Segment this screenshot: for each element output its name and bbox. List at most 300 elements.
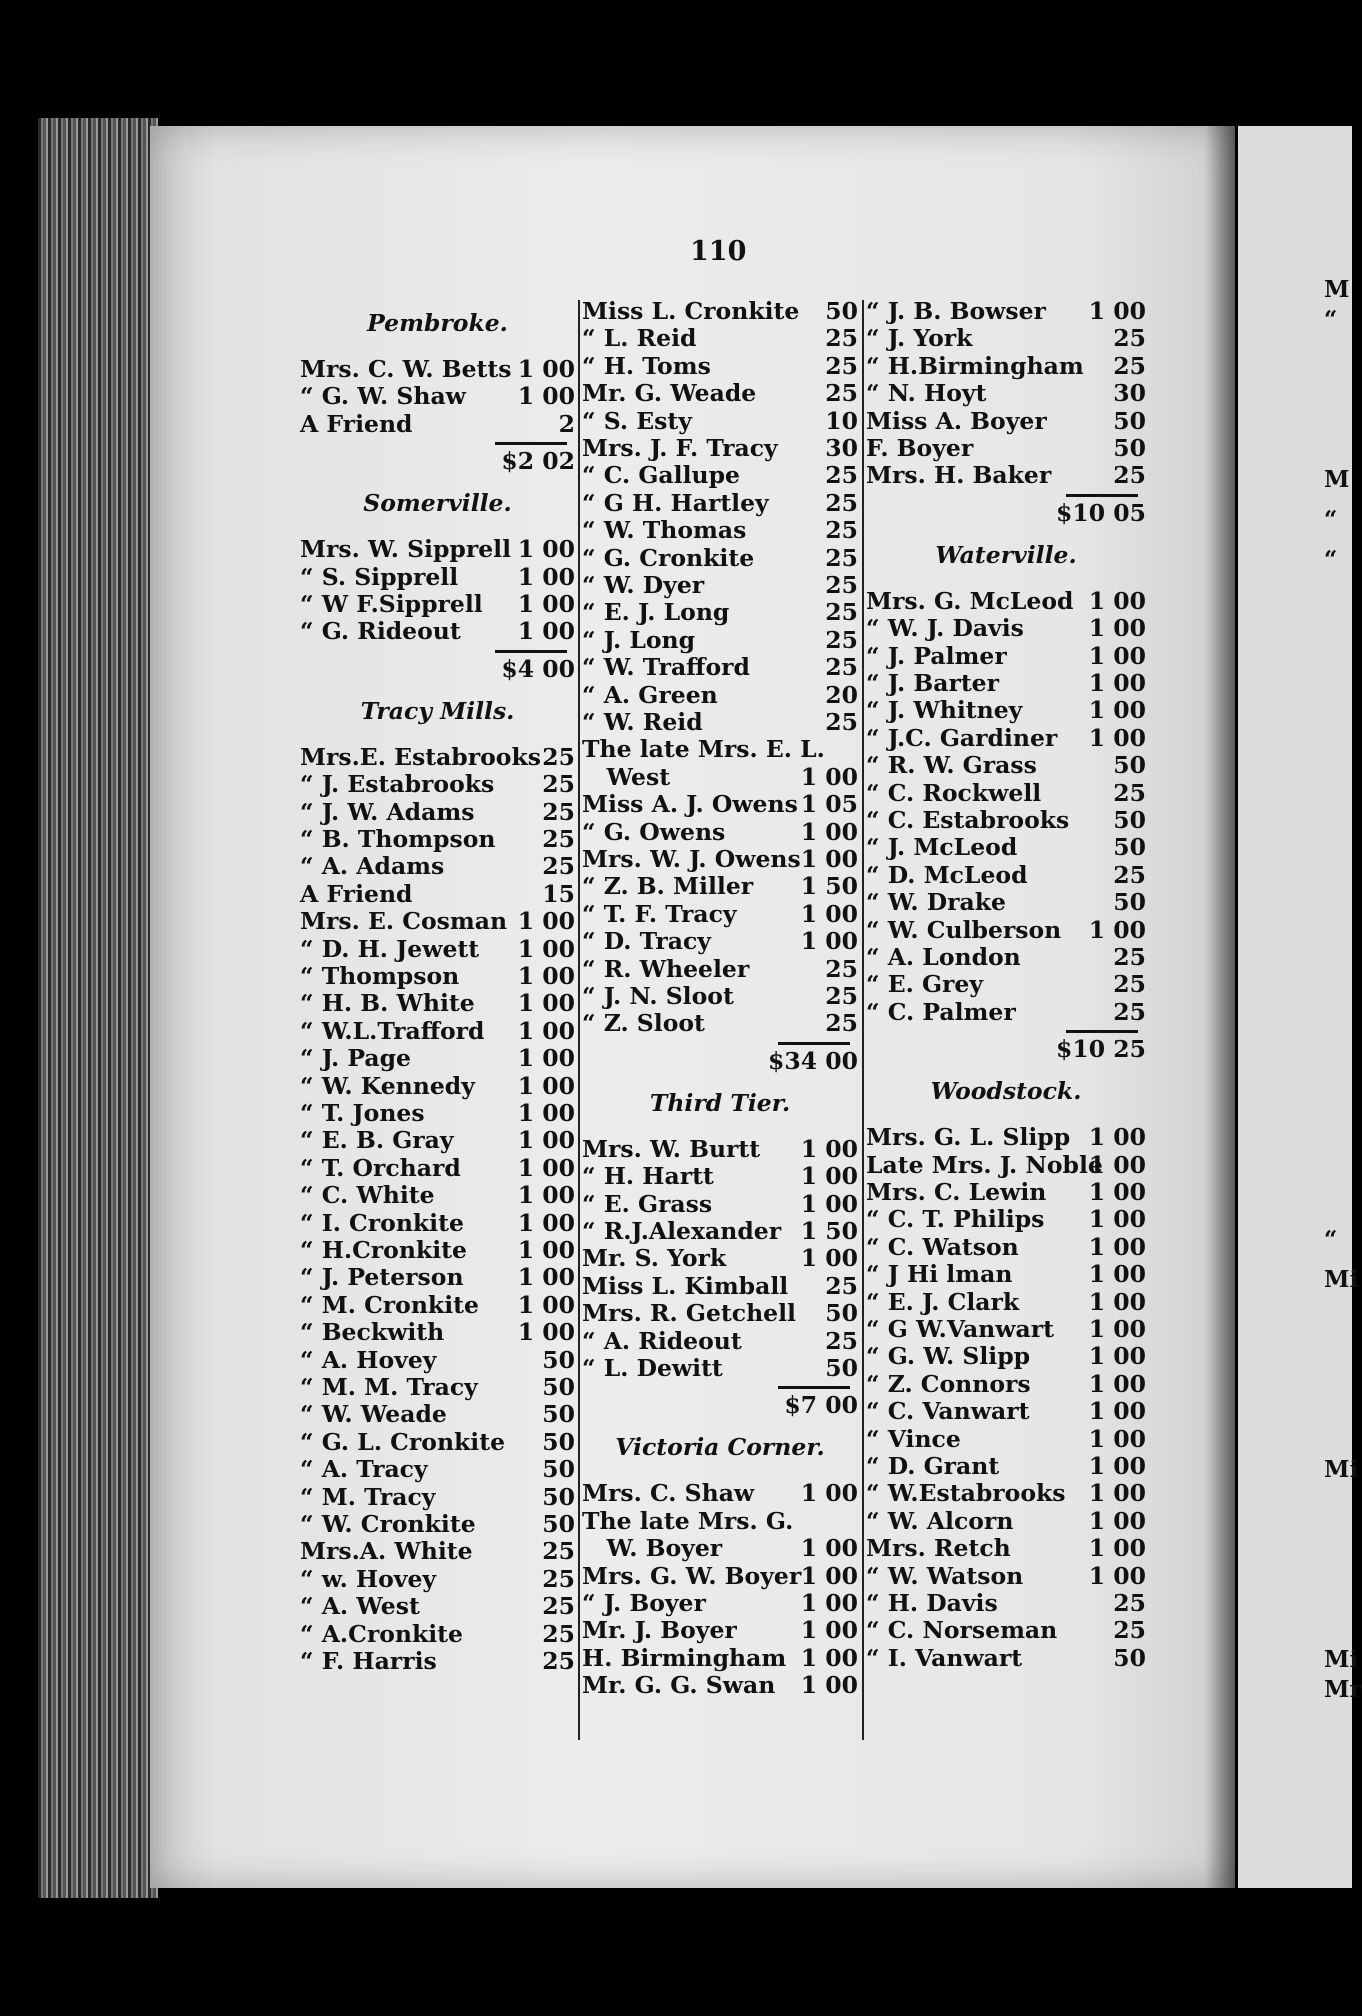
donor-entry bbox=[582, 983, 858, 1010]
donation-amount: 25 bbox=[1113, 351, 1146, 380]
donor-entry bbox=[582, 682, 858, 709]
donor-name: “ D. Tracy bbox=[582, 927, 711, 956]
donation-amount: 25 bbox=[825, 625, 858, 654]
donor-name: “ C. Palmer bbox=[866, 997, 1016, 1026]
donation-amount: 1 00 bbox=[800, 927, 858, 956]
donation-amount: 25 bbox=[825, 1009, 858, 1038]
donor-name: “ J. York bbox=[866, 324, 973, 353]
donor-entry bbox=[582, 1535, 858, 1562]
donor-name: “ L. Reid bbox=[582, 324, 697, 353]
donor-entry bbox=[582, 1355, 858, 1382]
donation-amount: 50 bbox=[825, 1354, 858, 1382]
donor-name: “ C. Estabrooks bbox=[866, 806, 1070, 834]
donor-name: “ J. Long bbox=[582, 625, 696, 654]
donor-name: “ G. W. Shaw bbox=[300, 382, 466, 411]
donor-entry bbox=[582, 1245, 858, 1272]
donation-amount: 25 bbox=[825, 982, 858, 1010]
donation-amount: 25 bbox=[1113, 778, 1146, 807]
donation-amount: 1 00 bbox=[517, 355, 575, 383]
donation-amount: 1 00 bbox=[800, 1162, 858, 1191]
donor-entry bbox=[582, 873, 858, 900]
donation-amount: 1 00 bbox=[517, 1099, 575, 1127]
donor-entry bbox=[866, 697, 1146, 724]
donor-name: Mrs. W. Sipprell bbox=[300, 535, 512, 564]
donor-name: “ D. McLeod bbox=[866, 860, 1028, 889]
donor-name: “ A. London bbox=[866, 943, 1021, 971]
facing-page-text: M bbox=[1324, 276, 1350, 303]
donor-name: “ M. Cronkite bbox=[300, 1290, 479, 1319]
donation-amount: 1 00 bbox=[517, 1153, 575, 1182]
donor-entry bbox=[582, 1191, 858, 1218]
donor-name: A Friend bbox=[300, 879, 413, 908]
donor-entry bbox=[866, 408, 1146, 435]
donor-entry bbox=[866, 1234, 1146, 1261]
donor-entry bbox=[300, 826, 575, 853]
donor-entry bbox=[582, 901, 858, 928]
donor-entry bbox=[866, 435, 1146, 462]
section-total: $10 25 bbox=[1056, 1035, 1146, 1064]
donor-name: “ J. McLeod bbox=[866, 833, 1018, 862]
donor-entry bbox=[582, 490, 858, 517]
donor-entry bbox=[866, 1426, 1146, 1453]
donor-name: Miss A. J. Owens bbox=[582, 790, 798, 819]
donor-entry bbox=[300, 936, 575, 963]
donor-name: Mrs. G. W. Boyer bbox=[582, 1561, 802, 1590]
column-divider bbox=[578, 300, 580, 1740]
donor-name: Mrs. G. McLeod bbox=[866, 586, 1074, 615]
donor-entry bbox=[866, 1179, 1146, 1206]
donor-entry bbox=[866, 1590, 1146, 1617]
donor-entry bbox=[582, 1563, 858, 1590]
donation-amount: 1 00 bbox=[1088, 1342, 1146, 1371]
donor-name: “ A. Tracy bbox=[300, 1455, 428, 1484]
donation-amount: 1 00 bbox=[800, 1479, 858, 1508]
sum-rule bbox=[495, 650, 567, 653]
donor-name: “ E. J. Clark bbox=[866, 1287, 1020, 1316]
donation-amount: 1 00 bbox=[1088, 1506, 1146, 1535]
donation-amount: 2 bbox=[558, 409, 575, 438]
donation-amount: 25 bbox=[542, 797, 575, 826]
donation-amount: 1 00 bbox=[517, 934, 575, 963]
donor-name: “ C. White bbox=[300, 1181, 435, 1210]
donation-amount: 1 00 bbox=[1088, 915, 1146, 944]
donor-name: Miss L. Kimball bbox=[582, 1271, 789, 1300]
donation-amount: 1 50 bbox=[800, 1217, 858, 1245]
donor-name: “ E. J. Long bbox=[582, 598, 730, 627]
donation-amount: 1 00 bbox=[800, 1561, 858, 1590]
section-heading: Pembroke. bbox=[367, 309, 508, 337]
donor-name: “ W. Dyer bbox=[582, 571, 705, 599]
donor-entry bbox=[866, 1206, 1146, 1233]
donor-entry bbox=[866, 1535, 1146, 1562]
donor-entry bbox=[866, 752, 1146, 779]
donation-amount: 25 bbox=[542, 1647, 575, 1675]
donor-name: “ J Hi lman bbox=[866, 1260, 1013, 1289]
donor-name: “ W. Reid bbox=[582, 708, 703, 736]
donor-name: “ Z. Connors bbox=[866, 1369, 1031, 1398]
donation-amount: 1 00 bbox=[517, 962, 575, 990]
donation-amount: 1 00 bbox=[517, 617, 575, 646]
donor-name: “ G. L. Cronkite bbox=[300, 1427, 506, 1456]
donation-amount: 25 bbox=[1113, 1589, 1146, 1617]
donor-entry bbox=[300, 1484, 575, 1511]
donor-name: Mrs. R. Getchell bbox=[582, 1299, 796, 1328]
donor-name: “ W. Weade bbox=[300, 1400, 447, 1429]
facing-page-text: “ bbox=[1324, 306, 1338, 333]
donation-amount: 1 00 bbox=[1088, 1561, 1146, 1590]
donor-entry bbox=[300, 1155, 575, 1182]
donor-entry bbox=[300, 618, 575, 645]
donor-entry bbox=[582, 325, 858, 352]
donor-name: Mrs. C. W. Betts bbox=[300, 355, 512, 383]
donation-amount: 1 00 bbox=[800, 1616, 858, 1645]
donation-amount: 1 50 bbox=[800, 872, 858, 901]
donation-amount: 50 bbox=[542, 1400, 575, 1429]
donor-entry bbox=[582, 1273, 858, 1300]
donor-name: “ T. Orchard bbox=[300, 1153, 461, 1182]
donation-amount: 25 bbox=[542, 1564, 575, 1593]
donor-entry bbox=[582, 298, 858, 325]
donation-amount: 25 bbox=[542, 1619, 575, 1648]
donor-name: Mrs. W. J. Owens bbox=[582, 845, 801, 873]
donor-name: “ H.Birmingham bbox=[866, 351, 1084, 380]
donor-entry bbox=[866, 1480, 1146, 1507]
donor-entry bbox=[300, 1127, 575, 1154]
donor-entry bbox=[582, 819, 858, 846]
donation-amount: 1 00 bbox=[800, 1244, 858, 1273]
donor-name: “ W F.Sipprell bbox=[300, 590, 483, 618]
donor-entry bbox=[300, 1045, 575, 1072]
donor-name: “ J.C. Gardiner bbox=[866, 723, 1058, 752]
donor-entry bbox=[866, 1508, 1146, 1535]
donor-name: “ W. Kennedy bbox=[300, 1071, 475, 1100]
donation-amount: 25 bbox=[1113, 970, 1146, 999]
donor-entry bbox=[866, 807, 1146, 834]
donation-amount: 1 00 bbox=[800, 1534, 858, 1563]
donor-name: “ W. Cronkite bbox=[300, 1510, 476, 1538]
donation-amount: 50 bbox=[1113, 751, 1146, 780]
donor-entry bbox=[300, 799, 575, 826]
donor-name: “ J. N. Sloot bbox=[582, 982, 734, 1010]
donor-name: “ A.Cronkite bbox=[300, 1619, 463, 1648]
donation-amount: 1 00 bbox=[1088, 641, 1146, 670]
donor-name: Mrs. W. Burtt bbox=[582, 1134, 761, 1163]
donor-name: “ C. Gallupe bbox=[582, 461, 740, 490]
donor-entry bbox=[866, 588, 1146, 615]
donor-entry bbox=[582, 408, 858, 435]
donor-entry bbox=[866, 725, 1146, 752]
donor-name: “ J. Whitney bbox=[866, 696, 1023, 725]
donor-name: “ C. T. Philips bbox=[866, 1205, 1045, 1234]
donation-amount: 1 00 bbox=[517, 1126, 575, 1155]
section-heading: Third Tier. bbox=[649, 1088, 791, 1117]
donor-entry bbox=[300, 1347, 575, 1374]
donation-amount: 25 bbox=[825, 379, 858, 408]
donor-name: Mrs. C. Shaw bbox=[582, 1479, 755, 1508]
donor-name: Mr. G. Weade bbox=[582, 379, 757, 408]
donor-name: “ I. Vanwart bbox=[866, 1643, 1023, 1672]
donor-entry bbox=[582, 1480, 858, 1507]
donor-name: “ Vince bbox=[866, 1424, 961, 1453]
donor-entry bbox=[866, 862, 1146, 889]
donor-name: A Friend bbox=[300, 409, 413, 438]
donation-amount: 30 bbox=[1113, 379, 1146, 408]
donor-entry bbox=[866, 834, 1146, 861]
facing-page-text: “ bbox=[1324, 546, 1338, 573]
donation-amount: 25 bbox=[1113, 997, 1146, 1026]
donation-amount: 1 00 bbox=[517, 1318, 575, 1347]
donation-amount: 25 bbox=[825, 324, 858, 353]
donor-entry bbox=[300, 1566, 575, 1593]
section-total: $34 00 bbox=[768, 1046, 858, 1075]
sum-rule bbox=[778, 1042, 850, 1045]
donor-entry bbox=[300, 1401, 575, 1428]
donor-name: “ W. Watson bbox=[866, 1561, 1024, 1590]
donation-amount: 1 00 bbox=[800, 1134, 858, 1163]
section-heading: Woodstock. bbox=[930, 1077, 1082, 1106]
donor-name: “ Z. Sloot bbox=[582, 1009, 705, 1038]
donor-entry bbox=[866, 1152, 1146, 1179]
donor-name: “ C. Rockwell bbox=[866, 778, 1042, 807]
donor-entry bbox=[582, 627, 858, 654]
donor-name: “ I. Cronkite bbox=[300, 1208, 464, 1237]
donor-name: “ G H. Hartley bbox=[582, 488, 769, 517]
donor-name: Mrs. J. F. Tracy bbox=[582, 434, 778, 462]
donation-amount: 25 bbox=[542, 742, 575, 771]
donation-amount: 25 bbox=[542, 770, 575, 799]
donation-amount: 50 bbox=[1113, 1643, 1146, 1672]
donor-name: “ T. Jones bbox=[300, 1099, 425, 1127]
donor-entry bbox=[300, 1182, 575, 1209]
donation-amount: 25 bbox=[1113, 324, 1146, 353]
donor-name: “ W. Trafford bbox=[582, 653, 750, 682]
donor-entry bbox=[866, 353, 1146, 380]
donation-amount: 1 00 bbox=[1088, 1479, 1146, 1508]
donor-entry bbox=[866, 971, 1146, 998]
donor-entry bbox=[582, 654, 858, 681]
donation-amount: 1 00 bbox=[800, 845, 858, 873]
donation-amount: 1 05 bbox=[800, 790, 858, 819]
donor-entry bbox=[866, 1617, 1146, 1644]
donor-name: “ C. Norseman bbox=[866, 1616, 1058, 1645]
donor-entry bbox=[300, 1538, 575, 1565]
donor-name: “ S. Esty bbox=[582, 406, 692, 435]
donor-name: “ F. Harris bbox=[300, 1647, 437, 1675]
donor-name: “ J. Peterson bbox=[300, 1263, 464, 1292]
section-total: $10 05 bbox=[1056, 498, 1146, 527]
donor-entry bbox=[582, 1672, 858, 1699]
facing-page-text: Mi bbox=[1324, 1646, 1359, 1673]
donor-name: Mrs. G. L. Slipp bbox=[866, 1123, 1071, 1152]
donor-entry bbox=[300, 356, 575, 383]
facing-page-fragment bbox=[1238, 126, 1362, 1888]
donation-amount: 1 00 bbox=[1088, 1315, 1146, 1343]
donor-name: “ J. Barter bbox=[866, 669, 1000, 697]
donor-entry bbox=[300, 1210, 575, 1237]
donor-entry bbox=[582, 1218, 858, 1245]
donor-name: Mrs. Retch bbox=[866, 1534, 1011, 1563]
donor-name: Mr. S. York bbox=[582, 1244, 727, 1273]
donation-amount: 1 00 bbox=[1088, 1150, 1146, 1179]
donation-amount: 25 bbox=[825, 543, 858, 572]
donor-entry bbox=[866, 999, 1146, 1026]
donation-amount: 25 bbox=[825, 461, 858, 490]
section-heading: Tracy Mills. bbox=[360, 696, 515, 725]
donor-name: Mrs. H. Baker bbox=[866, 461, 1052, 490]
donor-name: “ E. Grass bbox=[582, 1189, 713, 1218]
donor-entry bbox=[300, 1073, 575, 1100]
donor-entry bbox=[300, 1621, 575, 1648]
donor-name: Miss L. Cronkite bbox=[582, 297, 800, 325]
donor-name: “ W. J. Davis bbox=[866, 614, 1024, 643]
donor-entry bbox=[300, 1018, 575, 1045]
donation-amount: 1 00 bbox=[517, 1016, 575, 1045]
donor-name: “ A. Adams bbox=[300, 852, 445, 881]
donor-entry bbox=[582, 1136, 858, 1163]
donation-amount: 50 bbox=[542, 1455, 575, 1484]
donor-name: “ C. Vanwart bbox=[866, 1397, 1030, 1426]
donation-amount: 1 00 bbox=[517, 1044, 575, 1073]
donor-name: “ B. Thompson bbox=[300, 825, 496, 853]
donor-entry bbox=[866, 1645, 1146, 1672]
donor-name: The late Mrs. G. bbox=[582, 1506, 794, 1535]
donation-amount: 25 bbox=[825, 954, 858, 983]
donation-amount: 1 00 bbox=[517, 382, 575, 411]
donor-entry bbox=[866, 1343, 1146, 1370]
column-divider bbox=[862, 300, 864, 1740]
donation-amount: 1 00 bbox=[1088, 297, 1146, 325]
donation-amount: 15 bbox=[542, 879, 575, 908]
donor-entry bbox=[300, 881, 575, 908]
donor-entry bbox=[300, 1593, 575, 1620]
sum-rule bbox=[1066, 1030, 1138, 1033]
donation-amount: 50 bbox=[542, 1510, 575, 1538]
donation-amount: 25 bbox=[825, 598, 858, 627]
donor-entry bbox=[866, 380, 1146, 407]
donor-entry bbox=[582, 517, 858, 544]
donor-entry bbox=[582, 709, 858, 736]
donor-entry bbox=[866, 780, 1146, 807]
donation-amount: 50 bbox=[1113, 833, 1146, 862]
donor-name: “ J. Page bbox=[300, 1044, 412, 1073]
donor-entry bbox=[300, 963, 575, 990]
donation-amount: 1 00 bbox=[1088, 586, 1146, 615]
donor-name: “ M. M. Tracy bbox=[300, 1373, 478, 1401]
donor-entry bbox=[866, 1453, 1146, 1480]
donation-amount: 1 00 bbox=[800, 1589, 858, 1617]
section-heading: Victoria Corner. bbox=[615, 1433, 825, 1462]
donor-name: “ W. Drake bbox=[866, 888, 1007, 917]
donation-amount: 1 00 bbox=[517, 907, 575, 936]
donor-entry bbox=[582, 353, 858, 380]
section-heading: Waterville. bbox=[935, 540, 1077, 569]
donor-name: “ A. Green bbox=[582, 680, 718, 709]
donor-name: “ Z. B. Miller bbox=[582, 872, 754, 901]
donor-name: “ A. Rideout bbox=[582, 1326, 742, 1355]
donor-name: “ M. Tracy bbox=[300, 1482, 436, 1511]
donation-amount: 10 bbox=[825, 406, 858, 435]
donation-amount: 1 00 bbox=[517, 1236, 575, 1264]
donation-amount: 1 00 bbox=[800, 1671, 858, 1700]
donor-name: “ w. Hovey bbox=[300, 1564, 437, 1593]
donor-name: “ T. F. Tracy bbox=[582, 899, 737, 928]
donor-entry bbox=[582, 1508, 858, 1535]
donor-name: The late Mrs. E. L. bbox=[582, 735, 825, 764]
facing-page-text: “ bbox=[1324, 506, 1338, 533]
donation-amount: 50 bbox=[1113, 888, 1146, 917]
donor-entry bbox=[300, 1374, 575, 1401]
donor-entry bbox=[866, 944, 1146, 971]
donor-name: “ Thompson bbox=[300, 962, 460, 990]
donation-amount: 1 00 bbox=[800, 762, 858, 791]
donor-entry bbox=[300, 1456, 575, 1483]
donor-name: “ W. Thomas bbox=[582, 516, 747, 545]
donation-amount: 50 bbox=[1113, 806, 1146, 834]
donor-name: H. Birmingham bbox=[582, 1643, 787, 1672]
donor-name: “ W. Alcorn bbox=[866, 1506, 1014, 1535]
donor-entry bbox=[300, 908, 575, 935]
donor-entry bbox=[582, 1010, 858, 1037]
donation-amount: 1 00 bbox=[517, 562, 575, 591]
donation-amount: 50 bbox=[542, 1482, 575, 1511]
section-total: $7 00 bbox=[784, 1391, 858, 1420]
donation-amount: 30 bbox=[825, 434, 858, 462]
donor-entry bbox=[866, 643, 1146, 670]
sum-rule bbox=[1066, 494, 1138, 497]
donor-entry bbox=[582, 435, 858, 462]
donor-name: “ W. Culberson bbox=[866, 915, 1062, 944]
donor-name: “ W.Estabrooks bbox=[866, 1479, 1066, 1508]
donation-amount: 25 bbox=[1113, 943, 1146, 971]
donor-entry bbox=[582, 599, 858, 626]
donor-entry bbox=[300, 1264, 575, 1291]
donor-name: Mrs. C. Lewin bbox=[866, 1178, 1047, 1206]
donation-amount: 1 00 bbox=[517, 1263, 575, 1292]
donor-entry bbox=[300, 536, 575, 563]
donor-name: “ Beckwith bbox=[300, 1318, 445, 1347]
donor-name: “ G. Rideout bbox=[300, 617, 461, 646]
donor-entry bbox=[866, 298, 1146, 325]
facing-page-text: “ bbox=[1324, 1226, 1338, 1253]
donor-name: “ H. B. White bbox=[300, 989, 475, 1018]
donation-amount: 1 00 bbox=[517, 1208, 575, 1237]
section-total: $2 02 bbox=[501, 447, 575, 476]
donation-amount: 1 00 bbox=[517, 590, 575, 618]
donor-entry bbox=[582, 764, 858, 791]
donation-amount: 1 00 bbox=[1088, 1123, 1146, 1152]
donation-amount: 50 bbox=[1113, 406, 1146, 435]
donor-name: Miss A. Boyer bbox=[866, 406, 1047, 435]
donor-entry bbox=[582, 1645, 858, 1672]
donation-amount: 1 00 bbox=[517, 989, 575, 1018]
donor-entry bbox=[300, 990, 575, 1017]
donor-name: “ J. W. Adams bbox=[300, 797, 475, 826]
donation-amount: 50 bbox=[825, 297, 858, 325]
donor-entry bbox=[866, 1289, 1146, 1316]
page-gutter-shadow bbox=[1205, 126, 1235, 1888]
donation-amount: 25 bbox=[1113, 860, 1146, 889]
donor-entry bbox=[582, 736, 858, 763]
donor-entry bbox=[300, 1511, 575, 1538]
donor-name: Mr. G. G. Swan bbox=[582, 1671, 776, 1700]
donation-amount: 1 00 bbox=[517, 535, 575, 564]
donation-amount: 25 bbox=[542, 852, 575, 881]
donor-name: “ E. Grey bbox=[866, 970, 984, 999]
donor-entry bbox=[582, 545, 858, 572]
donation-amount: 25 bbox=[825, 708, 858, 736]
donor-entry bbox=[300, 411, 575, 438]
donor-name: “ G. Cronkite bbox=[582, 543, 755, 572]
